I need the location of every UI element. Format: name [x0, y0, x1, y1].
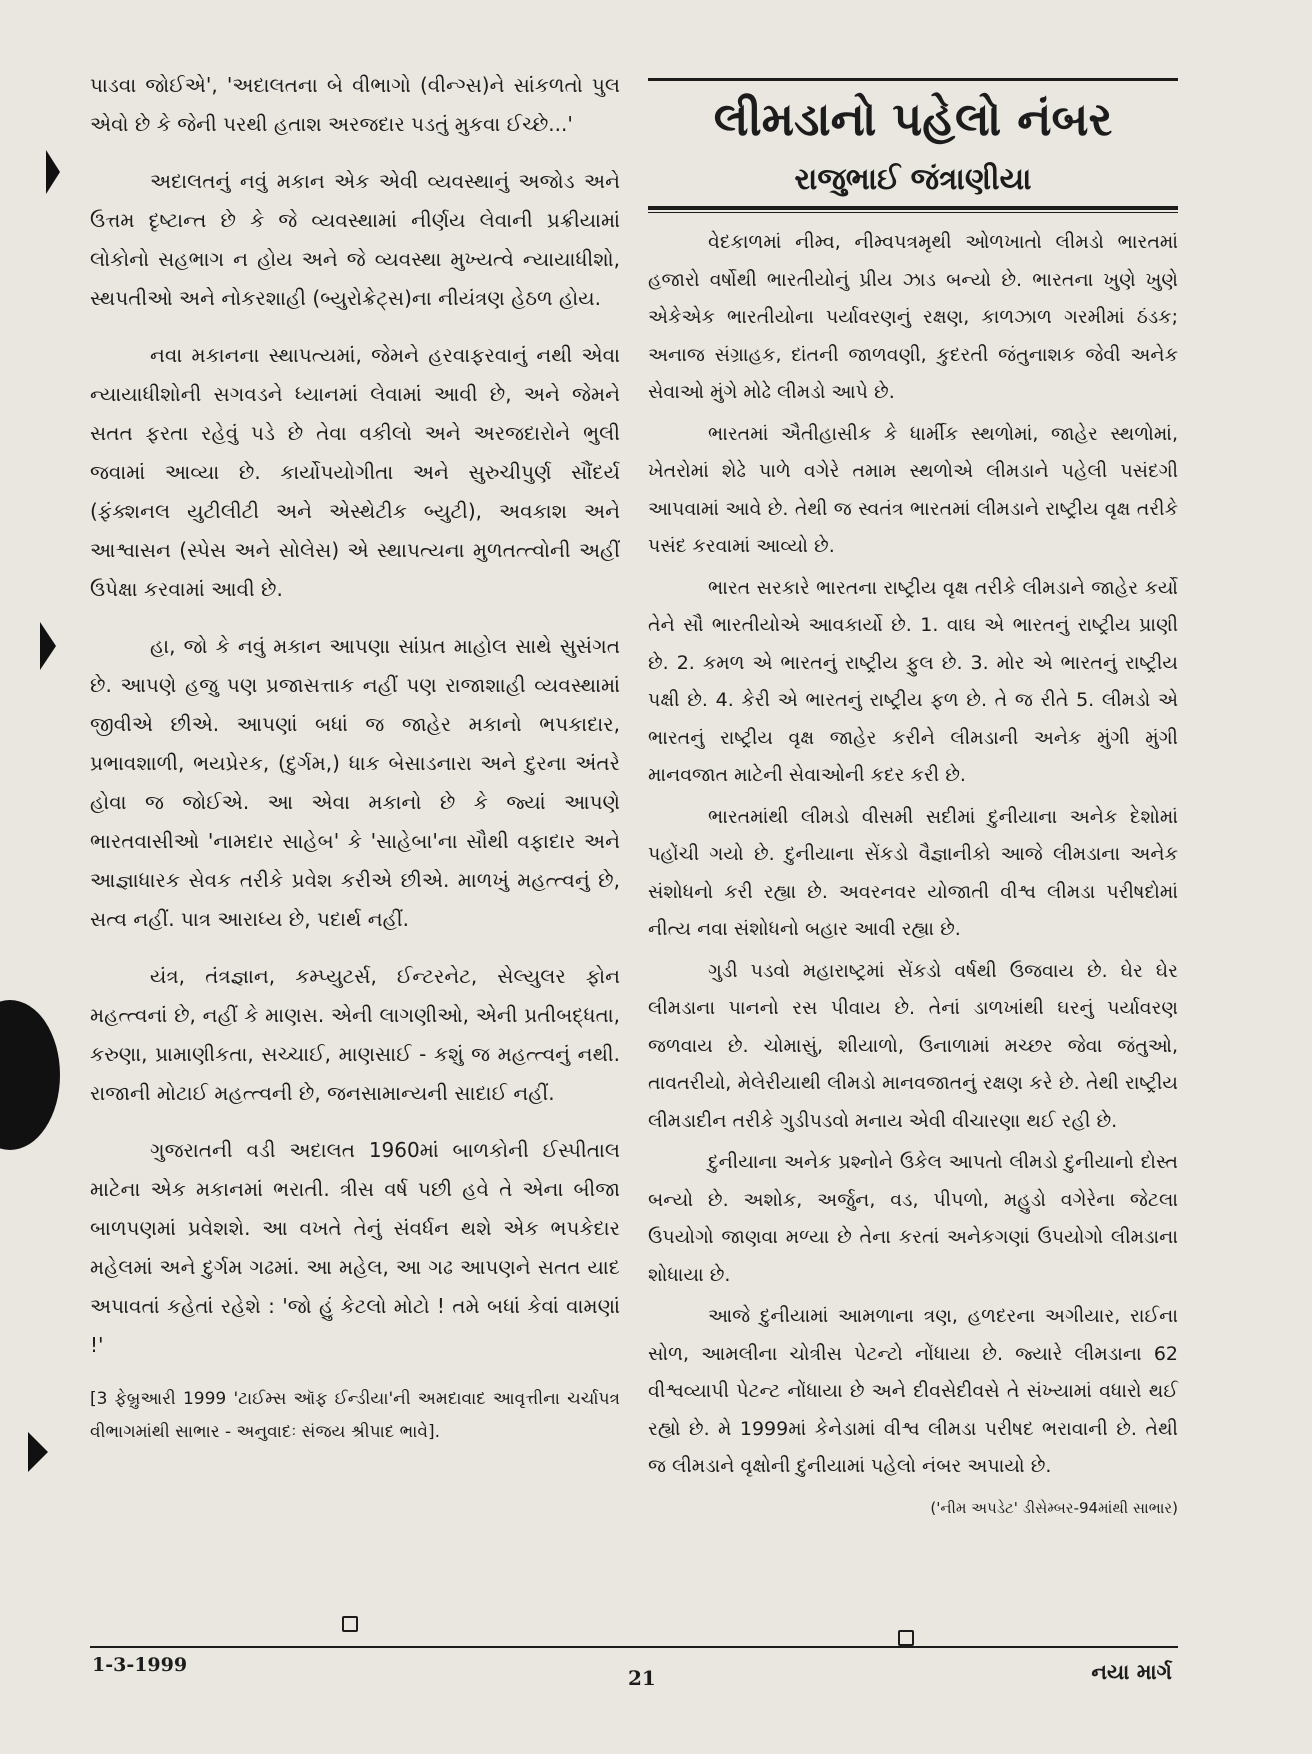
binding-hole-mark [28, 1432, 48, 1472]
end-mark-icon [342, 1616, 358, 1632]
left-paragraph: હા, જો કે નવું મકાન આપણા સાંપ્રત માહોલ સાથે સુસંગત છે. આપણે હજુ પણ પ્રજાસત્તાક નહીં પણ રાજાશાહી વ્યવસ્થામાં જીવીએ છીએ. આપણાં બધાં જ જાહેર મકાનો ભપકાદાર, પ્રભાવશાળી, ભયપ્રેરક, (દુર્ગમ,) ધાક બેસાડનારા અને દુરના અંતરે હોવા જ જોઈએ. આ એવા મકાનો છે કે જ્યાં આપણે ભારતવાસીઓ 'નામદાર સાહેબ' કે 'સાહેબા'ના સૌથી વફાદાર અને આજ્ઞાધારક સેવક તરીકે પ્રવેશ કરીએ છીએ. માળખું મહત્ત્વનું છે, સત્વ નહીં. પાત્ર આરાધ્ય છે, પદાર્થ નહીં. [90, 634, 620, 931]
binding-hole-mark [46, 150, 60, 194]
left-paragraph: પાડવા જોઈએ', 'અદાલતના બે વીભાગો (વીન્ગ્સ)ને સાંકળતો પુલ એવો છે કે જેની પરથી હતાશ અરજદાર પડતું મુકવા ઈચ્છે...' [90, 73, 620, 136]
source-note: [3 ફેબ્રુઆરી 1999 'ટાઈમ્સ ઑફ ઈન્ડીયા'ની અમદાવાદ આવૃત્તીના ચર્ચાપત્ર વીભાગમાંથી સાભાર - અનુવાદઃ સંજય શ્રીપાદ ભાવે]. [90, 1389, 620, 1442]
left-paragraph: નવા મકાનના સ્થાપત્યમાં, જેમને હરવાફરવાનું નથી એવા ન્યાયાધીશોની સગવડને ધ્યાનમાં લેવામાં આવી છે, અને જેમને સતત ફરતા રહેવું પડે છે તેવા વકીલો અને અરજદારોને ભુલી જવામાં આવ્યા છે. કાર્યોપયોગીતા અને સુરુચીપુર્ણ સૌંદર્ય (ફંક્શનલ યુટીલીટી અને એસ્થેટીક બ્યુટી), અવકાશ અને આશ્વાસન (સ્પેસ અને સોલેસ) એ સ્થાપત્યના મુળતત્ત્વોની અહીં ઉપેક્ષા કરવામાં આવી છે. [90, 343, 620, 601]
magazine-name: નયા માર્ગ [1091, 1660, 1172, 1684]
left-paragraph: ગુજરાતની વડી અદાલત 1960માં બાળકોની ઈસ્પીતાલ માટેના એક મકાનમાં ભરાતી. ત્રીસ વર્ષ પછી હવે તે એના બીજા બાળપણમાં પ્રવેશશે. આ વખતે તેનું સંવર્ધન થશે એક ભપકેદાર મહેલમાં અને દુર્ગમ ગઢમાં. આ મહેલ, આ ગઢ આપણને સતત યાદ અપાવતાં કહેતાં રહેશે : 'જો હું કેટલો મોટો ! તમે બધાં કેવાં વામણાં !' [90, 1138, 620, 1357]
article-paragraph: ભારત સરકારે ભારતના રાષ્ટ્રીય વૃક્ષ તરીકે લીમડાને જાહેર કર્યો તેને સૌ ભારતીયોએ આવકાર્યો છે. 1. વાઘ એ ભારતનું રાષ્ટ્રીય પ્રાણી છે. 2. કમળ એ ભારતનું રાષ્ટ્રીય ફુલ છે. 3. મોર એ ભારતનું રાષ્ટ્રીય પક્ષી છે. 4. કેરી એ ભારતનું રાષ્ટ્રીય ફળ છે. તે જ રીતે 5. લીમડો એ ભારતનું રાષ્ટ્રીય વૃક્ષ જાહેર કરીને લીમડાની અનેક મુંગી મુંગી માનવજાત માટેની સેવાઓની કદર કરી છે. [648, 576, 1178, 786]
footer-rule [90, 1646, 1178, 1648]
article-body [648, 224, 1178, 1531]
binding-hole-mark [40, 622, 56, 670]
article-paragraph: વેદકાળમાં નીમ્વ, નીમ્વપત્રમૃથી ઓળખાતો લીમડો ભારતમાં હજારો વર્ષોથી ભારતીયોનું પ્રીય ઝાડ બન્યો છે. ભારતના ખુણે ખુણે એકેએક ભારતીયોના પર્યાવરણનું રક્ષણ, કાળઝાળ ગરમીમાં ઠંડક; અનાજ સંગ્રાહક, દાંતની જાળવણી, કુદરતી જંતુનાશક જેવી અનેક સેવાઓ મુંગે મોઢે લીમડો આપે છે. [648, 231, 1178, 403]
left-paragraph: અદાલતનું નવું મકાન એક એવી વ્યવસ્થાનું અજોડ અને ઉત્તમ દૃષ્ટાન્ત છે કે જે વ્યવસ્થામાં નીર્ણય લેવાની પ્રક્રીયામાં લોકોનો સહભાગ ન હોય અને જે વ્યવસ્થા મુખ્યત્વે ન્યાયાધીશો, સ્થપતીઓ અને નોકરશાહી (બ્યુરોક્રેટ્સ)ના નીયંત્રણ હેઠળ હોય. [90, 169, 620, 310]
page-number: 21 [628, 1666, 656, 1690]
article-paragraph: ગુડી પડવો મહારાષ્ટ્રમાં સેંકડો વર્ષથી ઉજવાય છે. ઘેર ઘેર લીમડાના પાનનો રસ પીવાય છે. તેનાં ડાળખાંથી ઘરનું પર્યાવરણ જળવાય છે. ચોમાસું, શીયાળો, ઉનાળામાં મચ્છર જેવા જંતુઓ, તાવતરીયો, મેલેરીયાથી લીમડો માનવજાતનું રક્ષણ કરે છે. તેથી રાષ્ટ્રીય લીમડાદીન તરીકે ગુડીપડવો મનાય એવી વીચારણા થઈ રહી છે. [648, 959, 1178, 1132]
article-paragraph: ભારતમાંથી લીમડો વીસમી સદીમાં દુનીયાના અનેક દેશોમાં પહોંચી ગયો છે. દુનીયાના સેંકડો વૈજ્ઞાનીકો આજે લીમડાના અનેક સંશોધનો કરી રહ્યા છે. અવરનવર યોજાતી વીશ્વ લીમડા પરીષદોમાં નીત્ય નવા સંશોધનો બહાર આવી રહ્યા છે. [648, 805, 1178, 940]
article-credit: ('નીમ અપડેટ' ડીસેમ્બર-94માંથી સાભાર) [930, 1498, 1178, 1517]
title-top-rule [648, 78, 1178, 81]
article-paragraph: આજે દુનીયામાં આમળાના ત્રણ, હળદરના અગીયાર, રાઈના સોળ, આમલીના ચોત્રીસ પેટન્ટો નોંધાયા છે. જ્યારે લીમડાના 62 વીશ્વવ્યાપી પેટન્ટ નોંધાયા છે અને દીવસેદીવસે તે સંખ્યામાં વધારો થઈ રહ્યો છે. મે 1999માં કેનેડામાં વીશ્વ લીમડા પરીષદ ભરાવાની છે. તેથી જ લીમડાને વૃક્ષોની દુનીયામાં પહેલો નંબર અપાયો છે. [648, 1305, 1178, 1477]
left-paragraph: યંત્ર, તંત્રજ્ઞાન, કમ્પ્યુટર્સ, ઈન્ટરનેટ, સેલ્યુલર ફોન મહત્ત્વનાં છે, નહીં કે માણસ. એની લાગણીઓ, એની પ્રતીબદ્ધતા, કરુણા, પ્રામાણીકતા, સચ્ચાઈ, માણસાઈ - કશું જ મહત્ત્વનું નથી. રાજાની મોટાઈ મહત્ત્વની છે, જનસામાન્યની સાદાઈ નહીં. [90, 964, 620, 1105]
article-title: લીમડાનો પહેલો નંબર [713, 92, 1113, 146]
title-bottom-thin-rule [648, 212, 1178, 213]
page-damage-blot [0, 1000, 60, 1150]
end-mark-icon [898, 1630, 914, 1646]
title-bottom-rule [648, 206, 1178, 210]
article-paragraph: ભારતમાં ઐતીહાસીક કે ધાર્મીક સ્થળોમાં, જાહેર સ્થળોમાં, ખેતરોમાં શેઢે પાળે વગેરે તમામ સ્થળોએ લીમડાને પહેલી પસંદગી આપવામાં આવે છે. તેથી જ સ્વતંત્ર ભારતમાં લીમડાને રાષ્ટ્રીય વૃક્ષ તરીકે પસંદ કરવામાં આવ્યો છે. [648, 422, 1178, 557]
article-author: રાજુભાઈ જંત્રાણીયા [794, 162, 1032, 197]
footer-date: 1-3-1999 [92, 1654, 188, 1676]
article-paragraph: દુનીયાના અનેક પ્રશ્નોને ઉકેલ આપતો લીમડો દુનીયાનો દોસ્ત બન્યો છે. અશોક, અર્જુન, વડ, પીપળો, મહુડો વગેરેના જેટલા ઉપયોગો જાણવા મળ્યા છે તેના કરતાં અનેકગણાં ઉપયોગો લીમડાના શોધાયા છે. [648, 1151, 1178, 1286]
left-column [90, 66, 620, 1467]
